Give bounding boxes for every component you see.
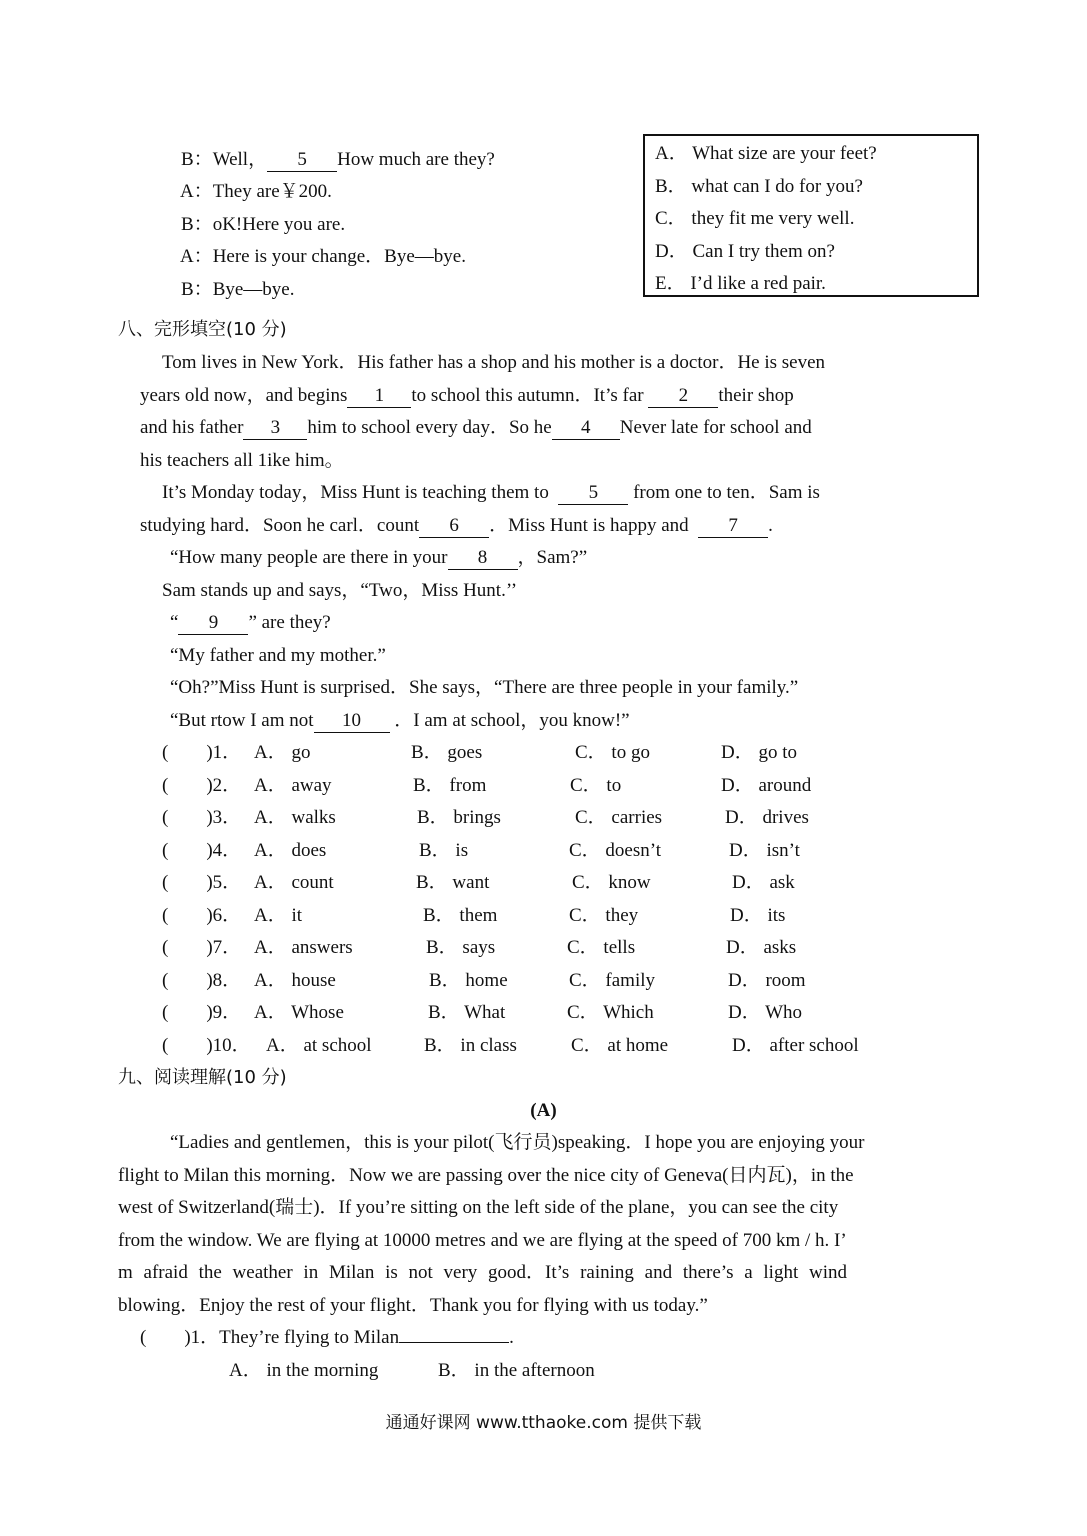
blank	[399, 1342, 509, 1343]
reading-q1-option-b: B． in the afternoon	[438, 1360, 595, 1381]
dialogue-line: A：Here is your change．Bye—bye.	[179, 246, 466, 267]
option-e: E． I’d like a red pair.	[655, 273, 826, 294]
cloze-heading: 八、完形填空(10 分)	[118, 319, 287, 340]
cloze-text: “But rtow I am not 10 ．I am at school，you know!”	[170, 710, 630, 731]
blank-8: 8	[448, 547, 518, 570]
cloze-text: years old now，and begins 1 to school this autumn．It’s far 2 their shop	[140, 385, 794, 406]
dialogue-line: B：oK!Here you are.	[181, 214, 346, 235]
cloze-text: and his father 3 him to school every day．So he 4 Never late for school and	[140, 417, 812, 438]
blank-4: 4	[552, 417, 620, 440]
blank-3: 3	[243, 417, 307, 440]
passage-line: “Ladies and gentlemen，this is your pilot(飞行员)speaking．I hope you are enjoying your	[170, 1132, 865, 1153]
blank-10: 10	[314, 710, 390, 733]
options-box	[643, 134, 979, 297]
reading-subheading: (A)	[530, 1100, 557, 1121]
option-a: A． What size are your feet?	[655, 143, 877, 164]
cloze-text: his teachers all 1ike him。	[140, 450, 344, 471]
cloze-text: It’s Monday today，Miss Hunt is teaching them to 5 from one to ten．Sam is	[162, 482, 820, 503]
blank-5: 5	[558, 482, 628, 505]
option-b: B． what can I do for you?	[655, 176, 863, 197]
cloze-text: “How many people are there in your 8 ，Sam?”	[170, 547, 588, 568]
blank-9: 9	[178, 612, 248, 635]
reading-q1-option-a: A． in the morning	[229, 1360, 379, 1381]
option-d: D． Can I try them on?	[655, 241, 835, 262]
option-c: C． they fit me very well.	[655, 208, 855, 229]
reading-heading: 九、阅读理解(10 分)	[118, 1067, 287, 1088]
passage-line: m afraid the weather in Milan is not very good．It’s raining and there’s a light wind	[118, 1262, 847, 1283]
cloze-text: Tom lives in New York．His father has a shop and his mother is a doctor．He is seven	[162, 352, 826, 373]
passage-line: blowing．Enjoy the rest of your flight．Thank you for flying with us today.”	[118, 1295, 708, 1316]
cloze-text: studying hard．Soon he carl．count 6 ．Miss Hunt is happy and 7 .	[140, 515, 773, 536]
reading-question-1: ( )1．They’re flying to Milan .	[140, 1327, 514, 1348]
cloze-text: “My father and my mother.”	[170, 645, 386, 666]
passage-line: west of Switzerland(瑞士)．If you’re sitting on the left side of the plane，you can see the city	[118, 1197, 839, 1218]
blank: 5	[267, 149, 337, 172]
cloze-text: “Oh?”Miss Hunt is surprised．She says，“There are three people in your family.”	[170, 677, 799, 698]
cloze-text: “ 9 ” are they?	[170, 612, 331, 633]
dialogue-line: B：Bye—bye.	[181, 279, 295, 300]
dialogue-line: A：They are￥200.	[179, 181, 332, 202]
blank-6: 6	[419, 515, 489, 538]
passage-line: from the window. We are flying at 10000 metres and we are flying at the speed of 700 km / h. I’	[118, 1230, 847, 1251]
cloze-text: Sam stands up and says，“Two，Miss Hunt.’’	[162, 580, 518, 601]
dialogue-line: B：Well， 5 How much are they?	[181, 149, 495, 170]
blank-2: 2	[648, 385, 718, 408]
passage-line: flight to Milan this morning．Now we are passing over the nice city of Geneva(日内瓦)，in the	[118, 1165, 854, 1186]
blank-1: 1	[347, 385, 411, 408]
blank-7: 7	[698, 515, 768, 538]
footer: 通通好课网 www.tthaoke.com 提供下载	[385, 1413, 702, 1433]
